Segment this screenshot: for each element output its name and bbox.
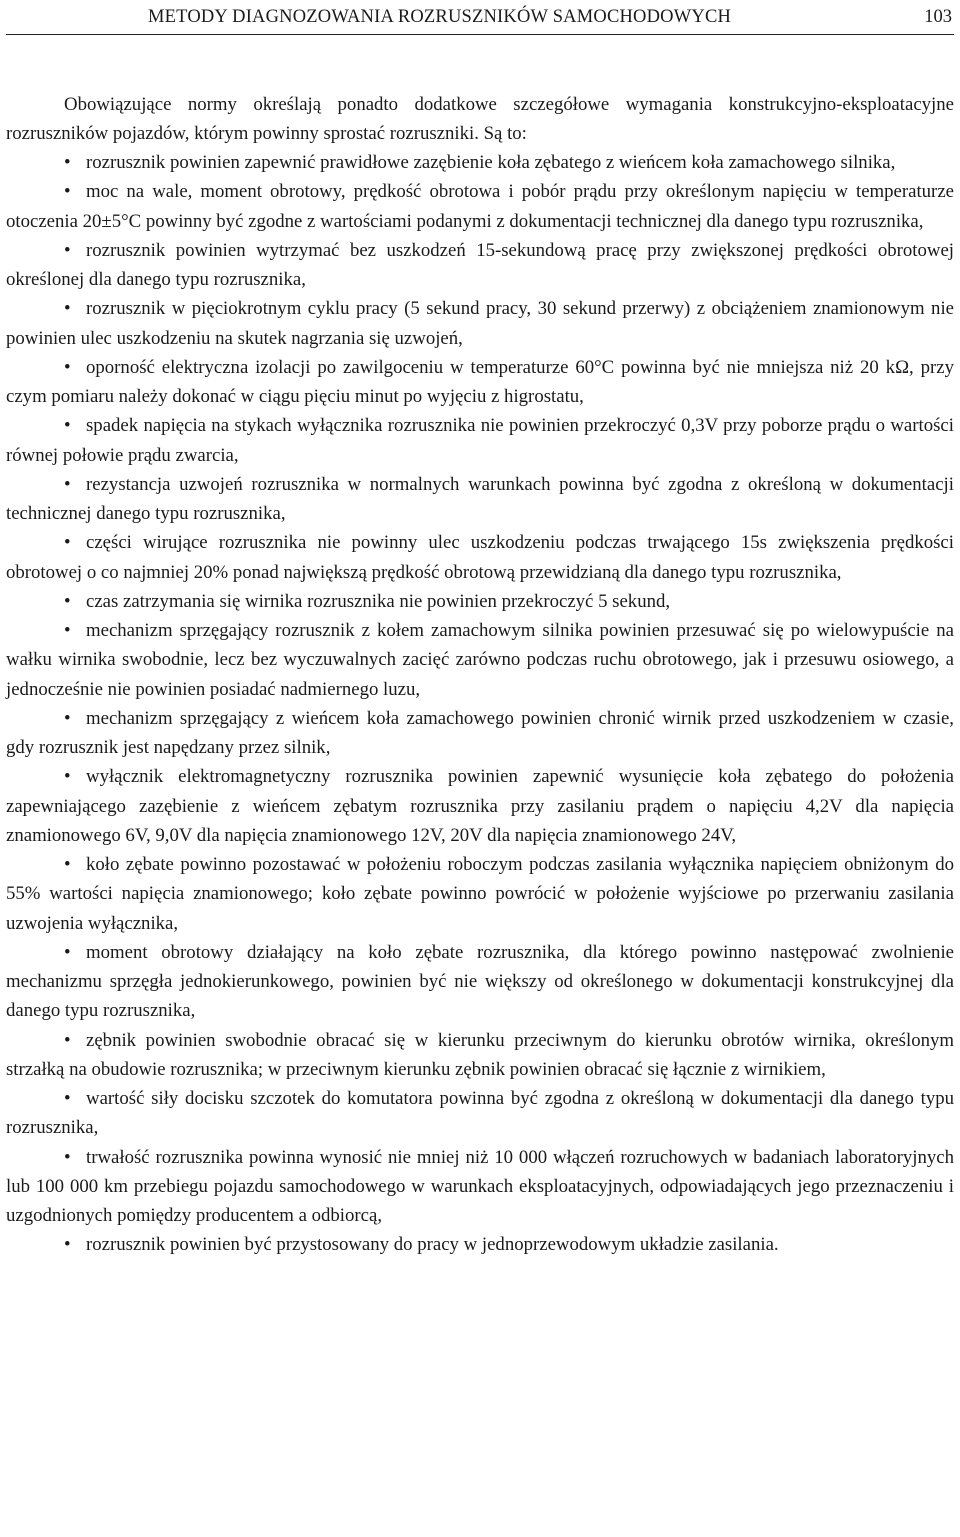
bullet-icon: • bbox=[64, 590, 71, 612]
list-item-text: koło zębate powinno pozostawać w położeniu roboczym podczas zasilania wyłącznika napięciem obniżonym do 55% wartości napięcia znamionowego; koło zębate powinno powrócić w położenie wyjściowe po przerwaniu zasilania uzwojenia wyłącznika, bbox=[6, 854, 954, 934]
list-item bbox=[6, 762, 954, 850]
list-item-text: zębnik powinien swobodnie obracać się w kierunku przeciwnym do kierunku obrotów wirnika, określonym strzałką na obudowie rozrusznika; w przeciwnym kierunku zębnik powinien obracać się łącznie z wirnikiem, bbox=[6, 1029, 954, 1080]
bullet-icon: • bbox=[64, 239, 71, 261]
list-item bbox=[6, 177, 954, 236]
bullet-icon: • bbox=[64, 766, 71, 788]
list-item bbox=[6, 294, 954, 353]
list-item-text: spadek napięcia na stykach wyłącznika rozrusznika nie powinien przekroczyć 0,3V przy poborze prądu o wartości równej połowie prądu zwarcia, bbox=[6, 415, 954, 466]
bullet-icon: • bbox=[64, 1029, 71, 1051]
list-item bbox=[6, 1026, 954, 1085]
list-item bbox=[6, 353, 954, 412]
page-number: 103 bbox=[924, 7, 952, 27]
list-item bbox=[6, 236, 954, 295]
list-item bbox=[6, 938, 954, 1026]
list-item-text: rozrusznik powinien zapewnić prawidłowe zazębienie koła zębatego z wieńcem koła zamachowego silnika, bbox=[86, 152, 896, 173]
bullet-icon: • bbox=[64, 854, 71, 875]
bullet-icon: • bbox=[64, 620, 71, 641]
list-item-text: czas zatrzymania się wirnika rozrusznika nie powinien przekroczyć 5 sekund, bbox=[86, 590, 671, 612]
list-item-text: mechanizm sprzęgający z wieńcem koła zamachowego powinien chronić wirnik przed uszkodzeniem w czasie, gdy rozrusznik jest napędzany przez silnik, bbox=[6, 707, 954, 758]
intro-paragraph: Obowiązujące normy określają ponadto dodatkowe szczegółowe wymagania konstrukcyjno-eksploatacyjne rozruszników pojazdów, którym powinny sprostać rozruszniki. Są to: bbox=[6, 93, 954, 144]
list-item bbox=[6, 587, 954, 616]
bullet-icon: • bbox=[64, 181, 71, 203]
list-item bbox=[6, 411, 954, 470]
bullet-icon: • bbox=[64, 707, 71, 729]
running-header bbox=[6, 0, 954, 35]
bullet-icon: • bbox=[64, 152, 71, 173]
list-item-text: rozrusznik powinien być przystosowany do pracy w jednoprzewodowym układzie zasilania. bbox=[86, 1234, 779, 1256]
list-item-text: mechanizm sprzęgający rozrusznik z kołem zamachowym silnika powinien przesuwać się po wielowypuście na wałku wirnika swobodnie, lecz bez wyczuwalnych zacięć zarówno podczas ruchu obrotowego, jak i przesuwu osiowego, a jednocześnie nie powinien posiadać nadmiernego luzu, bbox=[6, 620, 954, 700]
bullet-icon: • bbox=[64, 1088, 71, 1109]
list-item bbox=[6, 1084, 954, 1143]
header-title: METODY DIAGNOZOWANIA ROZRUSZNIKÓW SAMOCHODOWYCH bbox=[148, 7, 732, 27]
body-text bbox=[6, 90, 954, 1260]
list-item bbox=[6, 1230, 954, 1259]
bullet-icon: • bbox=[64, 356, 71, 378]
list-item bbox=[6, 704, 954, 763]
bullet-icon: • bbox=[64, 473, 71, 495]
list-item-text: moment obrotowy działający na koło zębate rozrusznika, dla którego powinno następować zwolnienie mechanizmu sprzęgła jednokierunkowego, powinien być nie większy od określonego w dokumentacji konstrukcyjnej dla danego typu rozrusznika, bbox=[6, 941, 954, 1022]
bullet-icon: • bbox=[64, 532, 71, 554]
list-item bbox=[6, 616, 954, 704]
list-item-text: rezystancja uzwojeń rozrusznika w normalnych warunkach powinna być zgodna z określoną w dokumentacji technicznej danego typu rozrusznika, bbox=[6, 473, 954, 524]
list-item-text: części wirujące rozrusznika nie powinny ulec uszkodzeniu podczas trwającego 15s zwiększenia prędkości obrotowej o co najmniej 20% ponad największą prędkość obrotową przewidzianą dla danego typu rozrusznika, bbox=[6, 532, 954, 583]
list-item bbox=[6, 148, 954, 177]
bullet-icon: • bbox=[64, 1146, 71, 1168]
list-item bbox=[6, 1143, 954, 1231]
list-item-text: wyłącznik elektromagnetyczny rozrusznika powinien zapewnić wysunięcie koła zębatego do położenia zapewniającego zazębienie z wieńcem zębatym rozrusznika przy zasilaniu prądem o napięciu 4,2V dla napięcia znamionowego 6V, 9,0V dla napięcia znamionowego 12V, 20V dla napięcia znamionowego 24V, bbox=[6, 766, 954, 846]
bullet-icon: • bbox=[64, 415, 71, 437]
list-item-text: oporność elektryczna izolacji po zawilgoceniu w temperaturze 60°C powinna być nie mniejsza niż 20 kΩ, przy czym pomiaru należy dokonać w ciągu pięciu minut po wyjęciu z higrostatu, bbox=[6, 356, 954, 407]
list-item bbox=[6, 528, 954, 587]
list-item-text: trwałość rozrusznika powinna wynosić nie mniej niż 10 000 włączeń rozruchowych w badaniach laboratoryjnych lub 100 000 km przebiegu pojazdu samochodowego w warunkach eksploatacyjnych, odpowiadających jego przeznaczeniu i uzgodnionych pomiędzy producentem a odbiorcą, bbox=[6, 1146, 954, 1226]
bullet-icon: • bbox=[64, 298, 71, 320]
bullet-icon: • bbox=[64, 941, 71, 963]
list-item-text: rozrusznik w pięciokrotnym cyklu pracy (5 sekund pracy, 30 sekund przerwy) z obciążeniem znamionowym nie powinien ulec uszkodzeniu na skutek nagrzania się uzwojeń, bbox=[6, 298, 954, 349]
list-item-text: moc na wale, moment obrotowy, prędkość obrotowa i pobór prądu przy określonym napięciu w temperaturze otoczenia 20±5°C powinny być zgodne z wartościami podanymi z dokumentacji technicznej dla danego typu rozrusznika, bbox=[6, 181, 954, 232]
list-item-text: wartość siły docisku szczotek do komutatora powinna być zgodna z określoną w dokumentacji dla danego typu rozrusznika, bbox=[6, 1088, 954, 1139]
bullet-icon: • bbox=[64, 1234, 71, 1256]
list-item bbox=[6, 470, 954, 529]
list-item-text: rozrusznik powinien wytrzymać bez uszkodzeń 15-sekundową pracę przy zwiększonej prędkości obrotowej określonej dla danego typu rozrusznika, bbox=[6, 239, 954, 290]
list-item bbox=[6, 850, 954, 938]
